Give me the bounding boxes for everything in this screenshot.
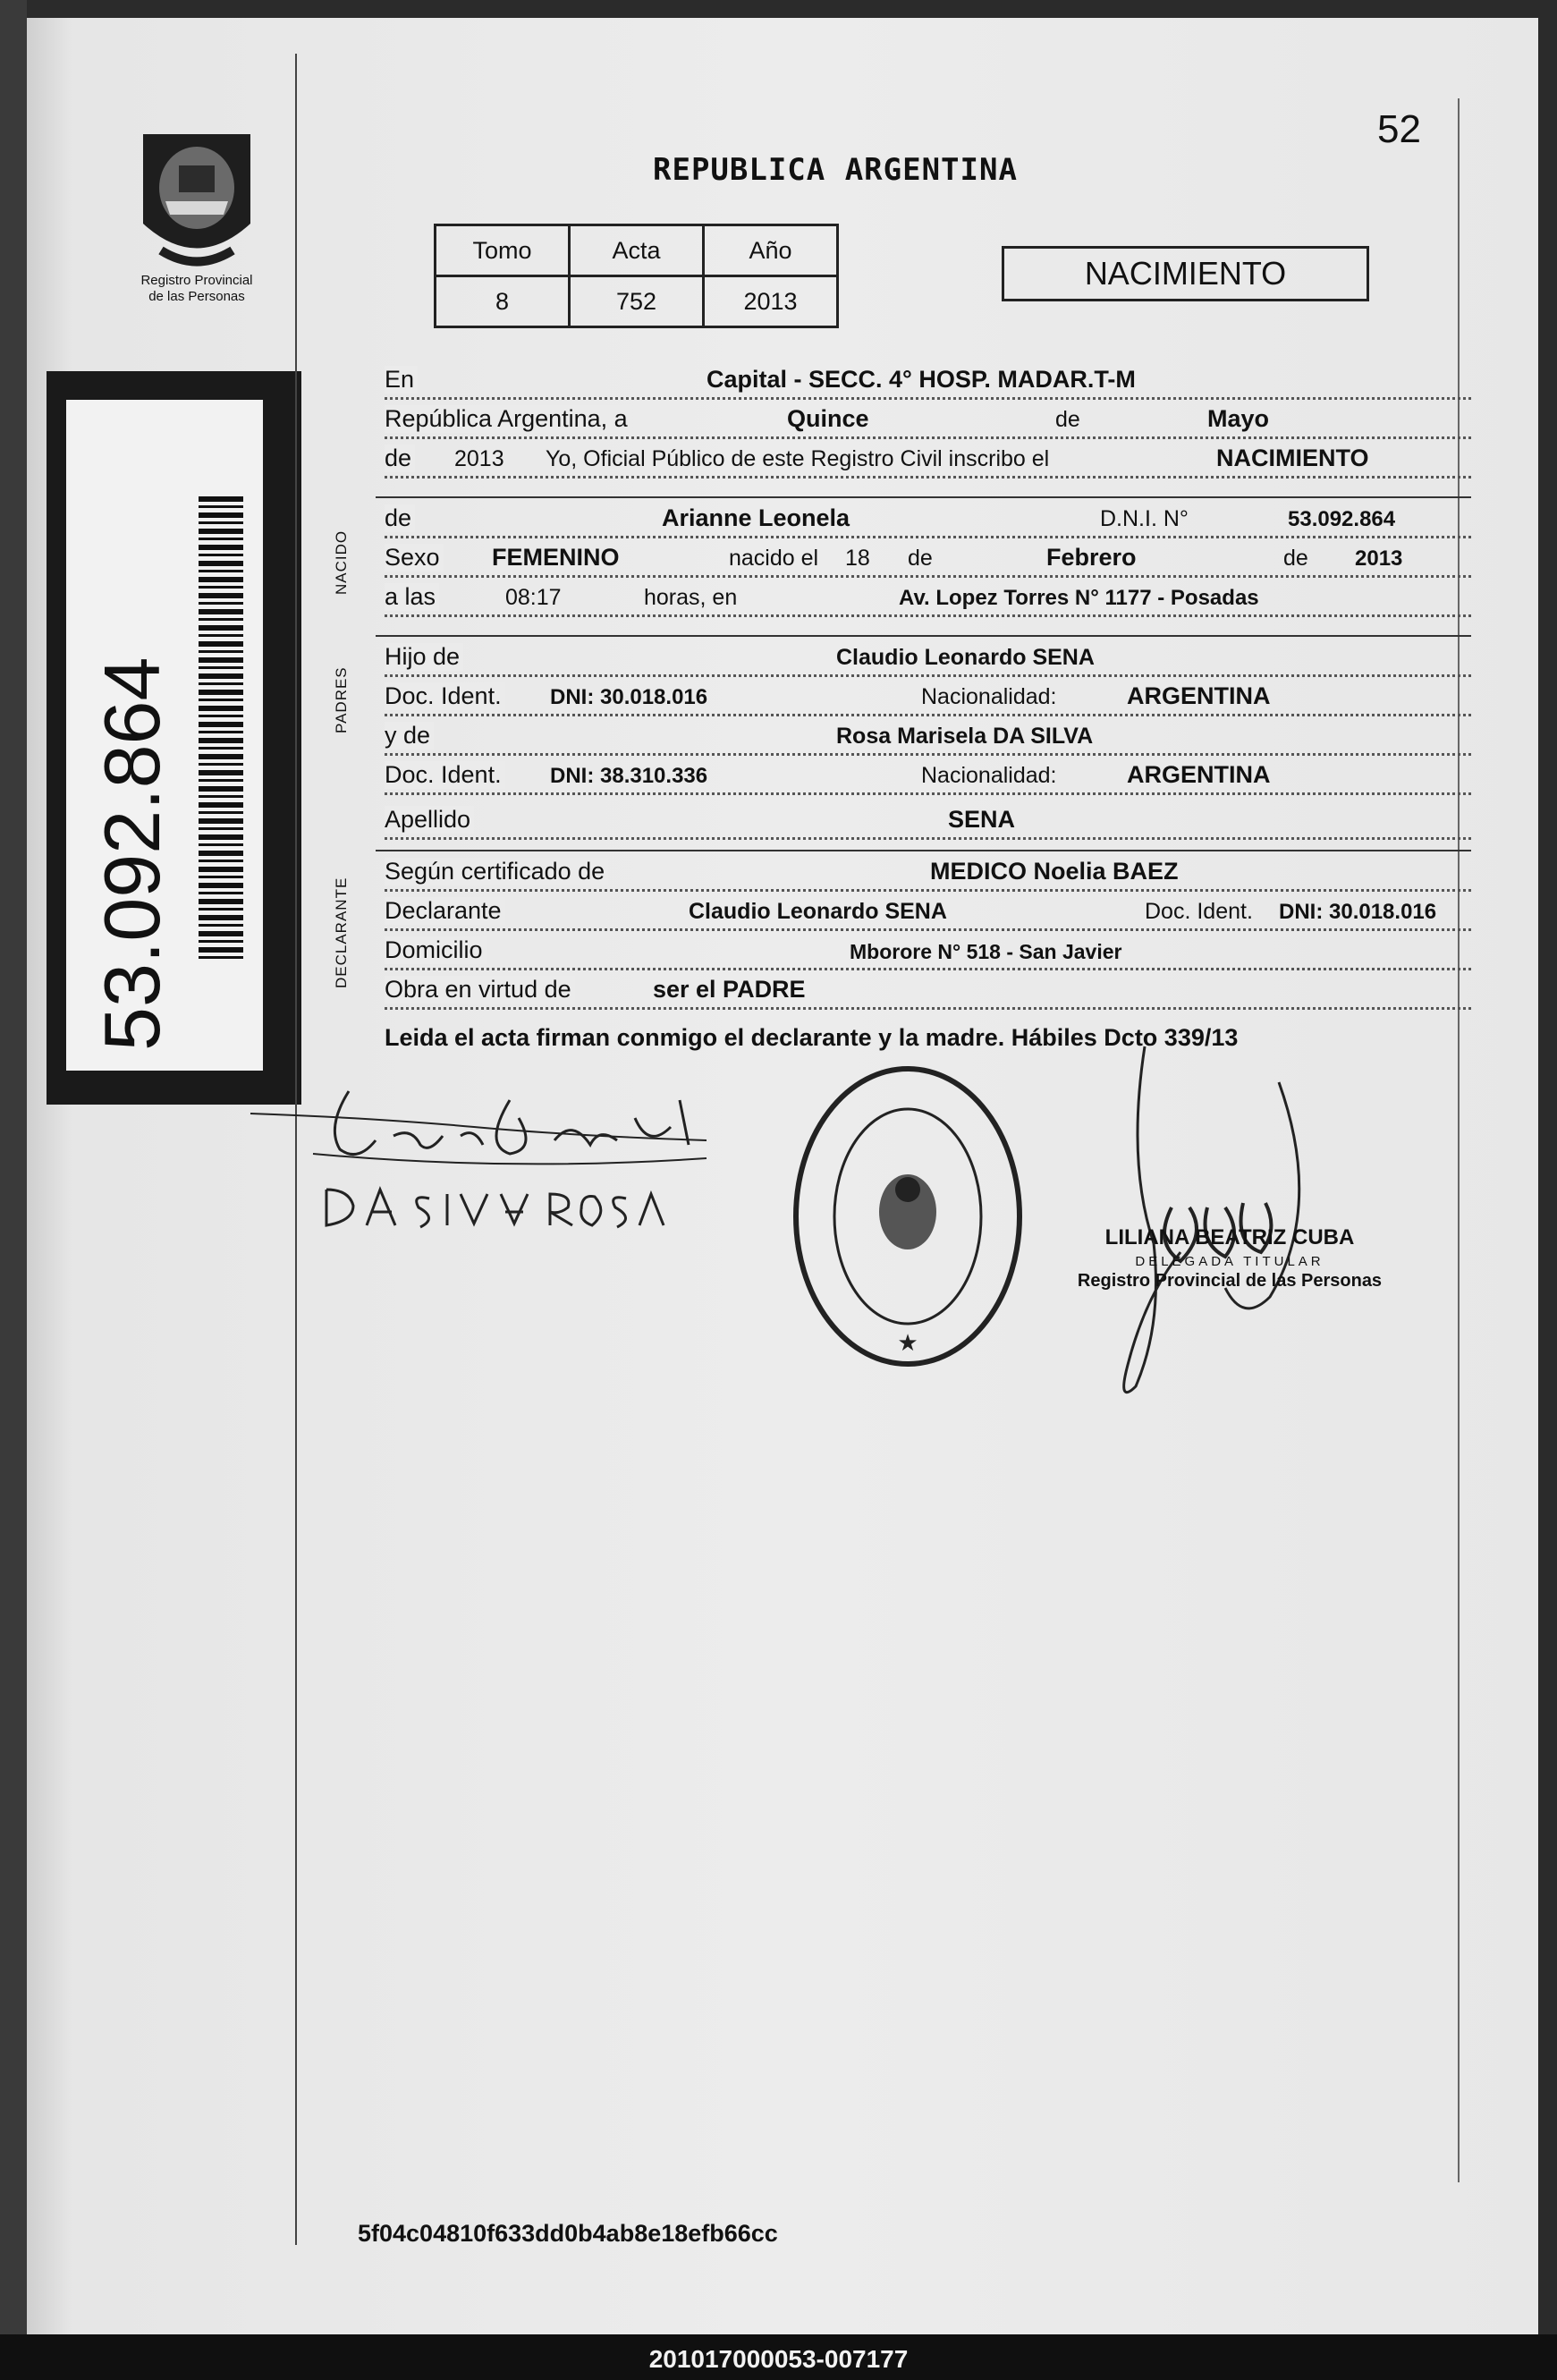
value-certificado: MEDICO Noelia BAEZ [930, 858, 1179, 885]
row-doc-madre [385, 753, 1471, 795]
value-doc1: DNI: 30.018.016 [550, 685, 708, 709]
label-hijo: Hijo de [385, 643, 463, 671]
row-obra [385, 968, 1471, 1010]
official-signature [1091, 1029, 1324, 1413]
label-domicilio: Domicilio [385, 936, 487, 964]
closing-statement: Leida el acta firman conmigo el declarante y la madre. Hábiles Dcto 339/13 [385, 1024, 1239, 1051]
label-horas: horas, en [644, 585, 738, 610]
label-obra: Obra en virtud de [385, 976, 575, 1004]
label-dni: D.N.I. N° [1100, 506, 1189, 531]
value-nacido-mes: Febrero [1046, 544, 1137, 571]
label-de2: de [385, 445, 415, 472]
value-hora: 08:17 [505, 585, 562, 610]
table-header-cell: Acta [570, 225, 704, 276]
section-label-padres: PADRES [333, 666, 350, 733]
label-republica: República Argentina, a [385, 405, 631, 433]
value-sexo: FEMENINO [492, 544, 620, 571]
svg-text:★: ★ [897, 1329, 918, 1356]
logo-caption-line1: Registro Provincial [140, 273, 253, 288]
value-inscribo: NACIMIENTO [1216, 445, 1369, 471]
official-seal [765, 1046, 1051, 1386]
value-obra: ser el PADRE [653, 976, 806, 1003]
label-doc1: Doc. Ident. [385, 682, 505, 710]
value-nac1: ARGENTINA [1127, 682, 1271, 709]
footer-id: 201017000053-007177 [648, 2345, 909, 2373]
label-doc2: Doc. Ident. [385, 761, 505, 789]
row-madre [385, 714, 1471, 756]
label-inscribo: Yo, Oficial Público de este Registro Civil inscribo el [546, 446, 1050, 471]
table-cell: 752 [570, 276, 704, 327]
value-nacido-anio: 2013 [1355, 546, 1403, 571]
label-doc3: Doc. Ident. [1145, 899, 1253, 924]
signature-mother [313, 1172, 671, 1243]
reference-table-row [436, 276, 838, 327]
reference-table-header [436, 225, 838, 276]
label-sexo: Sexo [385, 544, 444, 572]
row-en [385, 358, 1471, 400]
table-header-cell: Año [704, 225, 838, 276]
section-label-declarante: DECLARANTE [333, 877, 350, 988]
official-organization: Registro Provincial de las Personas [1077, 1271, 1383, 1291]
row-republica [385, 397, 1471, 439]
document-page [27, 18, 1538, 2334]
value-nacido-dia: 18 [845, 546, 870, 571]
document-type-box: NACIMIENTO [1002, 246, 1369, 301]
footer-band [0, 2334, 1557, 2380]
logo-caption-line2: de las Personas [148, 289, 245, 304]
row-inscribo [385, 436, 1471, 479]
row-domicilio [385, 928, 1471, 970]
row-padre [385, 635, 1471, 677]
value-doc3: DNI: 30.018.016 [1279, 900, 1437, 924]
label-de-nombre: de [385, 504, 415, 532]
value-domicilio: Mborore N° 518 - San Javier [850, 940, 1122, 963]
row-apellido [385, 798, 1471, 840]
table-cell: 8 [436, 276, 570, 327]
row-doc-padre [385, 674, 1471, 716]
label-nacido: nacido el [729, 546, 819, 571]
page-number: 52 [1377, 107, 1421, 151]
seal-inner-text [814, 1091, 823, 1092]
barcode-sticker [47, 371, 301, 1105]
label-apellido: Apellido [385, 806, 474, 834]
row-hora [385, 575, 1471, 617]
value-mes: Mayo [1207, 405, 1270, 432]
label-certificado: Según certificado de [385, 858, 608, 885]
value-nac2: ARGENTINA [1127, 761, 1271, 788]
document-hash: 5f04c04810f633dd0b4ab8e18efb66cc [358, 2220, 778, 2247]
label-alas: a las [385, 583, 439, 611]
table-cell: 2013 [704, 276, 838, 327]
table-header-cell: Tomo [436, 225, 570, 276]
official-name: LILIANA BEATRIZ CUBA [1104, 1225, 1355, 1249]
value-dni: 53.092.864 [1288, 507, 1396, 531]
reference-table [434, 224, 839, 328]
value-en: Capital - SECC. 4° HOSP. MADAR.T-M [707, 366, 1136, 393]
value-apellido: SENA [948, 806, 1016, 833]
barcode-number: 53.092.864 [88, 656, 176, 1051]
label-declarante: Declarante [385, 897, 505, 925]
seal-text [814, 1082, 841, 1083]
row-sexo [385, 536, 1471, 578]
label-nac2: Nacionalidad: [921, 763, 1057, 788]
value-lugar: Av. Lopez Torres N° 1177 - Posadas [899, 586, 1259, 610]
label-nacido-de2: de [1283, 546, 1308, 571]
barcode-bars [199, 496, 243, 961]
signature-father [241, 1064, 724, 1181]
official-title: DELEGADA TITULAR [1135, 1254, 1324, 1269]
country-title: REPUBLICA ARGENTINA [653, 152, 1018, 188]
row-declarante [385, 889, 1471, 931]
section-label-nacido: NACIDO [333, 529, 350, 595]
row-nombre [385, 496, 1471, 538]
value-anio: 2013 [454, 446, 504, 471]
registry-logo [116, 116, 277, 286]
value-dia: Quince [787, 405, 869, 432]
value-declarante: Claudio Leonardo SENA [689, 899, 947, 924]
signature-father-text [313, 1055, 320, 1056]
value-nombre: Arianne Leonela [662, 504, 850, 531]
label-en: En [385, 366, 418, 394]
label-yde: y de [385, 722, 434, 750]
row-certificado [385, 850, 1471, 892]
value-doc2: DNI: 38.310.336 [550, 764, 708, 788]
label-nacido-de: de [908, 546, 933, 571]
signature-mother-text [313, 1181, 319, 1182]
book-spine [0, 0, 27, 2380]
value-padre: Claudio Leonardo SENA [836, 645, 1095, 670]
label-nac1: Nacionalidad: [921, 684, 1057, 709]
label-de: de [1055, 407, 1080, 432]
value-madre: Rosa Marisela DA SILVA [836, 724, 1094, 749]
